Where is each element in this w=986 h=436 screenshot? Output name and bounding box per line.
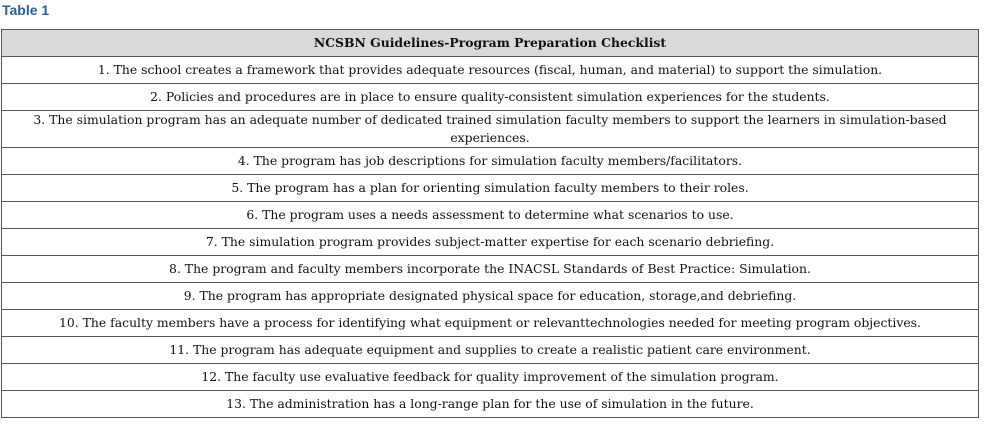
checklist-item-1: 1. The school creates a framework that provides adequate resources (fiscal, human, and material) to support the simulation. [2,57,979,84]
table-header: NCSBN Guidelines-Program Preparation Checklist [2,30,979,57]
checklist-item-7: 7. The simulation program provides subject-matter expertise for each scenario debriefing. [2,229,979,256]
table-row [2,229,979,256]
checklist-item-2: 2. Policies and procedures are in place to ensure quality-consistent simulation experiences for the students. [2,84,979,111]
checklist-item-6: 6. The program uses a needs assessment to determine what scenarios to use. [2,202,979,229]
checklist-item-4: 4. The program has job descriptions for simulation faculty members/facilitators. [2,148,979,175]
table-row [2,175,979,202]
checklist-item-5: 5. The program has a plan for orienting simulation faculty members to their roles. [2,175,979,202]
table-row [2,57,979,84]
checklist-table [1,29,979,418]
table-row [2,148,979,175]
table-row [2,256,979,283]
table-row [2,310,979,337]
table-header-row [2,30,979,57]
checklist-item-10: 10. The faculty members have a process for identifying what equipment or relevanttechnologies needed for meeting program objectives. [2,310,979,337]
table-row [2,111,979,148]
table-row [2,337,979,364]
table-row [2,283,979,310]
checklist-item-9: 9. The program has appropriate designated physical space for education, storage,and debriefing. [2,283,979,310]
checklist-item-13: 13. The administration has a long-range plan for the use of simulation in the future. [2,391,979,418]
table-caption: Table 1 [2,2,50,18]
checklist-item-3: 3. The simulation program has an adequate number of dedicated trained simulation faculty members to support the learners in simulation-based experiences. [2,111,979,148]
checklist-item-11: 11. The program has adequate equipment and supplies to create a realistic patient care environment. [2,337,979,364]
table-row [2,84,979,111]
checklist-item-8: 8. The program and faculty members incorporate the INACSL Standards of Best Practice: Simulation. [2,256,979,283]
table-row [2,364,979,391]
table-row [2,391,979,418]
table-row [2,202,979,229]
checklist-item-12: 12. The faculty use evaluative feedback for quality improvement of the simulation program. [2,364,979,391]
